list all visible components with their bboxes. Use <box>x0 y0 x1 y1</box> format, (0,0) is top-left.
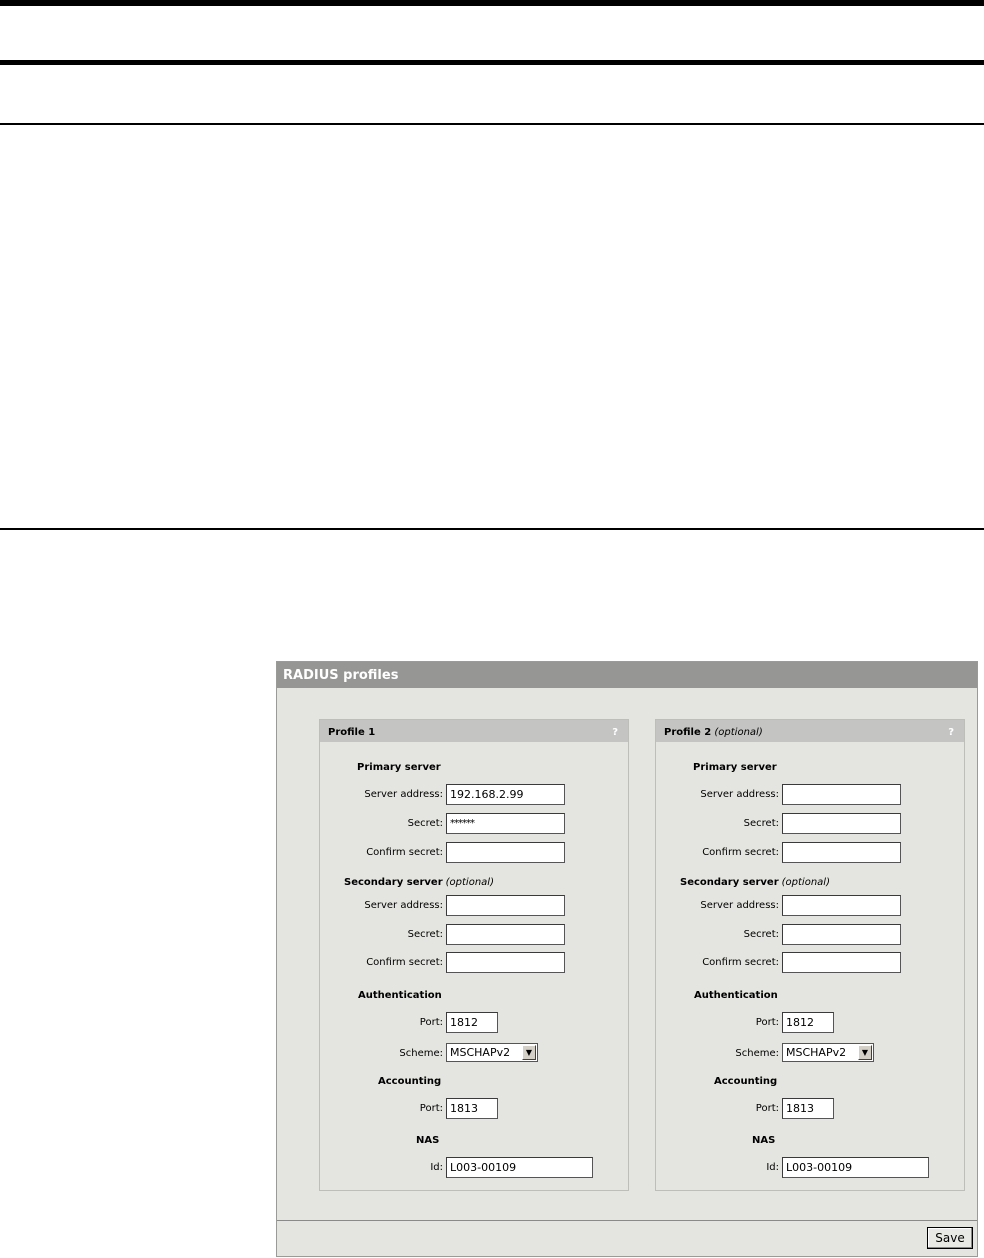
chevron-down-icon[interactable]: ▼ <box>858 1045 872 1060</box>
primary-secret-input[interactable] <box>782 813 901 834</box>
secret-label: Secret: <box>743 818 779 829</box>
profile-header <box>320 720 628 742</box>
secondary-server-label: Secondary server <box>680 877 779 888</box>
server-address-label: Server address: <box>364 900 443 911</box>
primary-server-heading: Primary server <box>693 762 777 773</box>
server-address-label: Server address: <box>700 789 779 800</box>
port-label: Port: <box>419 1017 443 1028</box>
secret-label: Secret: <box>407 929 443 940</box>
accounting-heading: Accounting <box>714 1076 778 1087</box>
panel-title: RADIUS profiles <box>277 662 977 688</box>
authentication-heading: Authentication <box>358 990 442 1001</box>
confirm-secret-label: Confirm secret: <box>366 957 443 968</box>
secret-label: Secret: <box>743 929 779 940</box>
top-rule <box>0 0 984 6</box>
panel-footer <box>277 1220 977 1256</box>
secondary-server-label: Secondary server <box>344 877 443 888</box>
secondary-confirm-secret-input[interactable] <box>446 952 565 973</box>
chevron-down-icon[interactable]: ▼ <box>522 1045 536 1060</box>
accounting-port-input[interactable] <box>782 1098 834 1119</box>
secondary-server-heading <box>680 877 830 888</box>
confirm-secret-label: Confirm secret: <box>702 957 779 968</box>
nas-id-input[interactable] <box>446 1157 593 1178</box>
secondary-secret-input[interactable] <box>782 924 901 945</box>
secondary-server-heading <box>344 877 494 888</box>
section-rule <box>0 123 984 125</box>
help-icon[interactable]: ? <box>612 727 618 738</box>
secondary-confirm-secret-input[interactable] <box>782 952 901 973</box>
id-label: Id: <box>766 1162 779 1173</box>
primary-server-address-input[interactable] <box>446 784 565 805</box>
help-icon[interactable]: ? <box>948 727 954 738</box>
primary-server-address-input[interactable] <box>782 784 901 805</box>
profile-title: Profile 2 <box>664 727 712 738</box>
accounting-heading: Accounting <box>378 1076 442 1087</box>
confirm-secret-label: Confirm secret: <box>702 847 779 858</box>
server-address-label: Server address: <box>700 900 779 911</box>
primary-confirm-secret-input[interactable] <box>782 842 901 863</box>
header-rule <box>0 60 984 65</box>
profile-2-box <box>655 719 965 1191</box>
nas-heading: NAS <box>416 1135 440 1146</box>
secret-label: Secret: <box>407 818 443 829</box>
authentication-port-input[interactable] <box>446 1012 498 1033</box>
optional-note: (optional) <box>781 877 830 888</box>
port-label: Port: <box>755 1017 779 1028</box>
profile-1-box <box>319 719 629 1191</box>
scheme-select[interactable] <box>446 1043 538 1062</box>
authentication-heading: Authentication <box>694 990 778 1001</box>
scheme-label: Scheme: <box>735 1048 779 1059</box>
id-label: Id: <box>430 1162 443 1173</box>
section-rule-lower <box>0 528 984 530</box>
nas-id-input[interactable] <box>782 1157 929 1178</box>
radius-profiles-panel <box>276 661 978 1257</box>
secondary-secret-input[interactable] <box>446 924 565 945</box>
primary-secret-input[interactable] <box>446 813 565 834</box>
secondary-server-address-input[interactable] <box>446 895 565 916</box>
scheme-select-value: MSCHAPv2 <box>786 1046 847 1059</box>
confirm-secret-label: Confirm secret: <box>366 847 443 858</box>
primary-confirm-secret-input[interactable] <box>446 842 565 863</box>
port-label: Port: <box>419 1103 443 1114</box>
port-label: Port: <box>755 1103 779 1114</box>
scheme-select[interactable] <box>782 1043 874 1062</box>
scheme-label: Scheme: <box>399 1048 443 1059</box>
profile-title: Profile 1 <box>328 727 376 738</box>
authentication-port-input[interactable] <box>782 1012 834 1033</box>
scheme-select-value: MSCHAPv2 <box>450 1046 511 1059</box>
primary-server-heading: Primary server <box>357 762 441 773</box>
optional-note: (optional) <box>445 877 494 888</box>
secondary-server-address-input[interactable] <box>782 895 901 916</box>
nas-heading: NAS <box>752 1135 776 1146</box>
save-button[interactable]: Save <box>927 1227 973 1249</box>
profile-title-note: (optional) <box>714 727 763 738</box>
accounting-port-input[interactable] <box>446 1098 498 1119</box>
server-address-label: Server address: <box>364 789 443 800</box>
profile-header <box>656 720 964 742</box>
